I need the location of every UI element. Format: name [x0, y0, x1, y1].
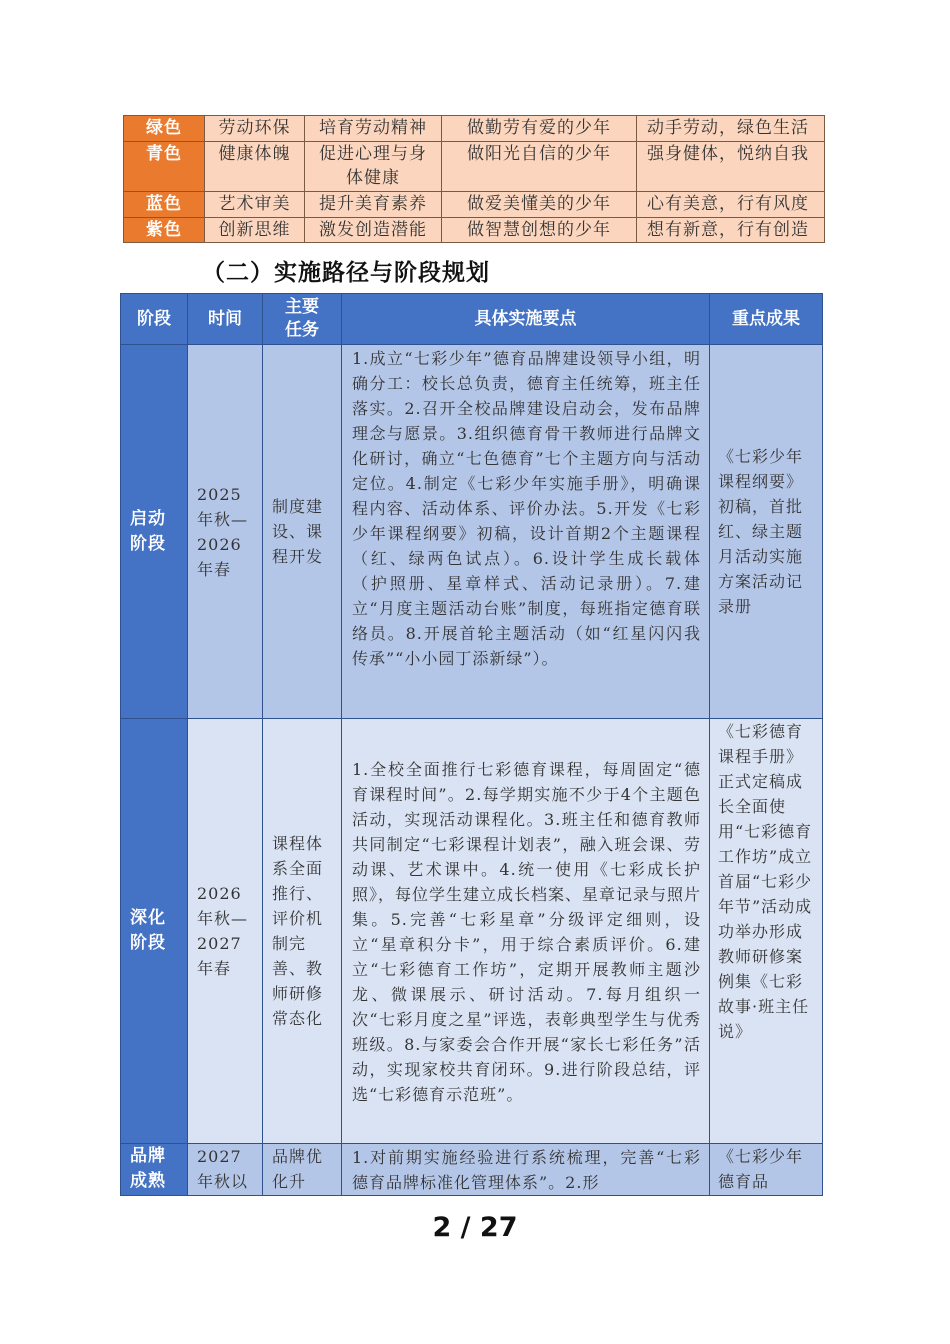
- header-task: 主要任务: [263, 294, 342, 345]
- task-cell: 制度建设、课程开发: [263, 345, 342, 719]
- time-cell: 2025年秋—2026年春: [188, 345, 263, 719]
- table-row: [124, 116, 825, 142]
- results-cell: 《七彩德育课程手册》正式定稿成长全面使用“七彩德育工作坊”成立首届“七彩少年节”活动成功举办形成教师研修案例集《七彩故事·班主任说》: [710, 719, 823, 1144]
- table-row: [121, 1144, 823, 1196]
- goal-cell: 提升美育素养: [305, 192, 442, 218]
- table-header-row: [121, 294, 823, 345]
- theme-cell: 健康体魄: [205, 142, 305, 192]
- slogan-cell: 做勤劳有爱的少年: [442, 116, 637, 142]
- motto-cell: 心有美意，行有风度: [637, 192, 825, 218]
- slogan-cell: 做爱美懂美的少年: [442, 192, 637, 218]
- task-cell: 课程体系全面推行、评价机制完善、教师研修常态化: [263, 719, 342, 1144]
- motto-cell: 想有新意，行有创造: [637, 218, 825, 243]
- color-name-cell: 绿色: [124, 116, 205, 142]
- points-cell: 1.成立“七彩少年”德育品牌建设领导小组，明确分工：校长总负责，德育主任统筹，班主任落实。2.召开全校品牌建设启动会，发布品牌理念与愿景。3.组织德育骨干教师进行品牌文化研讨，确立“七色德育”七个主题方向与活动定位。4.制定《七彩少年实施手册》，明确课程内容、活动体系、评价办法。5.开发《七彩少年课程纲要》初稿，设计首期2个主题课程（红、绿两色试点）。6.设计学生成长载体（护照册、星章样式、活动记录册）。7.建立“月度主题活动台账”制度，每班指定德育联络员。8.开展首轮主题活动（如“红星闪闪我传承”“小小园丁添新绿”）。: [342, 345, 710, 719]
- section-heading: （二）实施路径与阶段规划: [202, 260, 490, 286]
- stage-cell: 深化阶段: [121, 719, 188, 1144]
- table-row: [121, 719, 823, 1144]
- table-row: [121, 345, 823, 719]
- header-points: 具体实施要点: [342, 294, 710, 345]
- slogan-cell: 做智慧创想的少年: [442, 218, 637, 243]
- motto-cell: 强身健体，悦纳自我: [637, 142, 825, 192]
- stage-cell: 品牌成熟: [121, 1144, 188, 1196]
- table-row: [124, 192, 825, 218]
- theme-cell: 艺术审美: [205, 192, 305, 218]
- table-row: [124, 218, 825, 243]
- color-theme-table: [123, 115, 825, 243]
- header-stage: 阶段: [121, 294, 188, 345]
- theme-cell: 创新思维: [205, 218, 305, 243]
- stage-plan-table: [120, 293, 823, 1196]
- header-time: 时间: [188, 294, 263, 345]
- points-cell: 1.全校全面推行七彩德育课程，每周固定“德育课程时间”。2.每学期实施不少于4个主题色活动，实现活动课程化。3.班主任和德育教师共同制定“七彩课程计划表”，融入班会课、劳动课、艺术课中。4.统一使用《七彩成长护照》，每位学生建立成长档案、星章记录与照片集。5.完善“七彩星章”分级评定细则，设立“星章积分卡”，用于综合素质评价。6.建立“七彩德育工作坊”，定期开展教师主题沙龙、微课展示、研讨活动。7.每月组织一次“七彩月度之星”评选，表彰典型学生与优秀班级。8.与家委会合作开展“家长七彩任务”活动，实现家校共育闭环。9.进行阶段总结，评选“七彩德育示范班”。: [342, 719, 710, 1144]
- points-cell: 1.对前期实施经验进行系统梳理，完善“七彩德育品牌标准化管理体系”。2.形: [342, 1144, 710, 1196]
- theme-cell: 劳动环保: [205, 116, 305, 142]
- color-name-cell: 蓝色: [124, 192, 205, 218]
- time-cell: 2026年秋—2027年春: [188, 719, 263, 1144]
- motto-cell: 动手劳动，绿色生活: [637, 116, 825, 142]
- goal-cell: 激发创造潜能: [305, 218, 442, 243]
- stage-cell: 启动阶段: [121, 345, 188, 719]
- goal-cell: 促进心理与身体健康: [305, 142, 442, 192]
- page-number: 2 / 27: [432, 1212, 518, 1243]
- task-cell: 品牌优化升: [263, 1144, 342, 1196]
- header-results: 重点成果: [710, 294, 823, 345]
- results-cell: 《七彩少年德育品: [710, 1144, 823, 1196]
- slogan-cell: 做阳光自信的少年: [442, 142, 637, 192]
- color-name-cell: 紫色: [124, 218, 205, 243]
- color-name-cell: 青色: [124, 142, 205, 192]
- table-row: [124, 142, 825, 192]
- goal-cell: 培育劳动精神: [305, 116, 442, 142]
- results-cell: 《七彩少年课程纲要》初稿，首批红、绿主题月活动实施方案活动记录册: [710, 345, 823, 719]
- time-cell: 2027年秋以: [188, 1144, 263, 1196]
